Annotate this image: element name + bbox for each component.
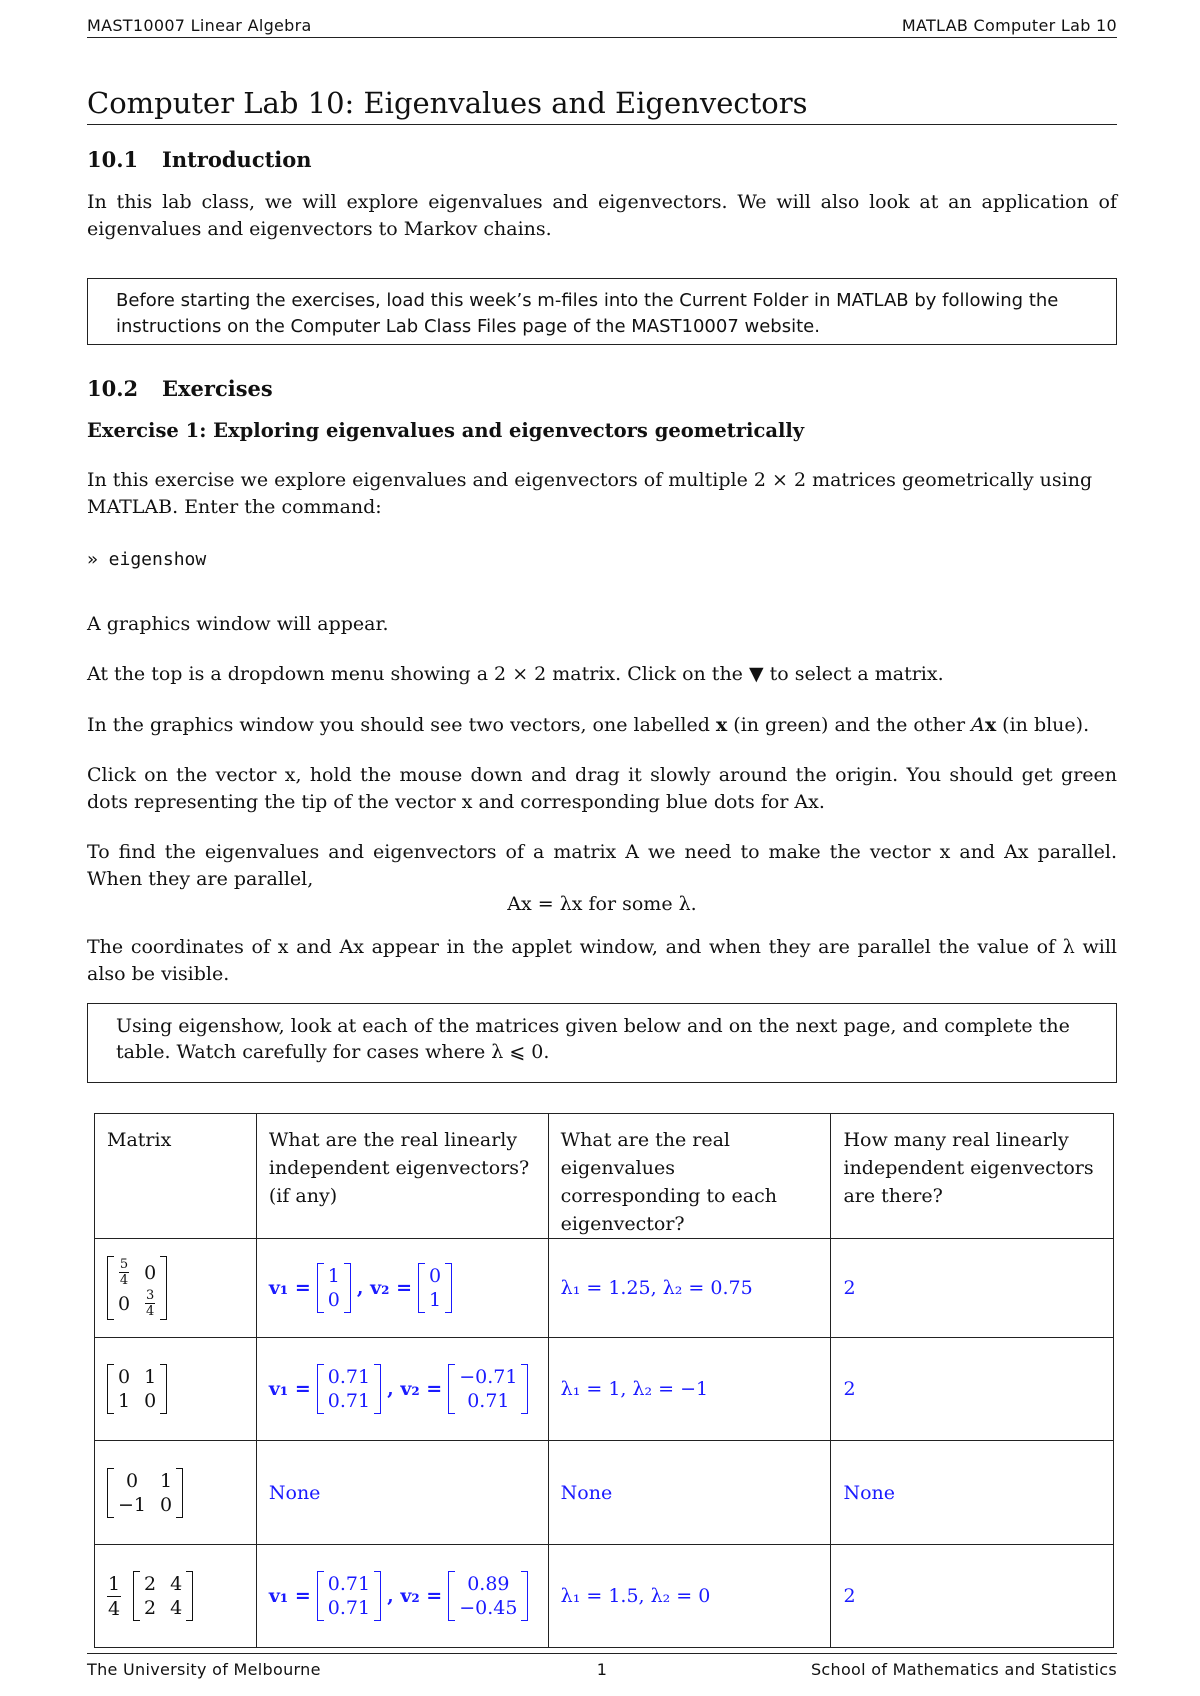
section-heading-exercises: 10.2 Exercises bbox=[87, 376, 273, 401]
footer-university: The University of Melbourne bbox=[87, 1660, 321, 1679]
footer-rule bbox=[87, 1653, 1117, 1654]
header-eigenvalues: What are the real eigenvalues corresponding to each eigenvector? bbox=[548, 1114, 831, 1239]
count-cell: None bbox=[831, 1441, 1114, 1545]
eigen-table bbox=[94, 1113, 1114, 1648]
matlab-command: » eigenshow bbox=[87, 549, 207, 570]
eigenvector-cell: v₁ = 0.71 0.71 , v₂ = −0.71 0.71 bbox=[256, 1338, 548, 1441]
header-course: MAST10007 Linear Algebra bbox=[87, 16, 312, 35]
count-cell: 2 bbox=[831, 1338, 1114, 1441]
paragraph-drag: Click on the vector x, hold the mouse down and drag it slowly around the origin. You should get green dots representing the tip of the vector x and corresponding blue dots for Ax. bbox=[87, 764, 1117, 813]
footer-school: School of Mathematics and Statistics bbox=[810, 1660, 1117, 1679]
count-cell: 2 bbox=[831, 1545, 1114, 1648]
matrix-cell bbox=[95, 1441, 257, 1545]
matrix: 0 1 −1 0 bbox=[107, 1468, 183, 1518]
eigenvalue-cell: λ₁ = 1.5, λ₂ = 0 bbox=[548, 1545, 831, 1648]
section-heading-introduction: 10.1 Introduction bbox=[87, 147, 312, 172]
table-row bbox=[95, 1239, 1114, 1338]
setup-note-box: Before starting the exercises, load this week’s m-files into the Current Folder in MATLAB by following the instructions on the Computer Lab Class Files page of the MAST10007 website. bbox=[87, 278, 1117, 345]
paragraph-vectors: In the graphics window you should see two vectors, one labelled x (in green) and the other Ax (in blue). bbox=[87, 714, 1090, 736]
header-lab: MATLAB Computer Lab 10 bbox=[901, 16, 1117, 35]
matrix-cell bbox=[95, 1239, 257, 1338]
header-matrix: Matrix bbox=[95, 1114, 257, 1239]
eigen-equation: Ax = λx for some λ. bbox=[507, 893, 697, 915]
eigenvector-cell: None bbox=[256, 1441, 548, 1545]
header-eigenvectors: What are the real linearly independent eigenvectors? (if any) bbox=[256, 1114, 548, 1239]
matrix: $\frac{5}{4}$ 0 0 $\frac{3}{4}$ bbox=[107, 1256, 167, 1320]
intro-paragraph: In this lab class, we will explore eigenvalues and eigenvectors. We will also look at an application of eigenvalues and eigenvectors to Markov chains. bbox=[87, 191, 1117, 240]
table-row bbox=[95, 1338, 1114, 1441]
matrix-entry: $\frac{3}{4}$ bbox=[146, 1288, 155, 1319]
matrix-cell bbox=[95, 1338, 257, 1441]
header-rule bbox=[87, 37, 1117, 38]
table-header-row bbox=[95, 1114, 1114, 1239]
exercise-1-heading: Exercise 1: Exploring eigenvalues and eigenvectors geometrically bbox=[87, 419, 805, 442]
header-count: How many real linearly independent eigenvectors are there? bbox=[831, 1114, 1114, 1239]
matrix-entry: $\frac{5}{4}$ bbox=[119, 1257, 129, 1288]
matrix-cell bbox=[95, 1545, 257, 1648]
task-box: Using eigenshow, look at each of the matrices given below and on the next page, and complete the table. Watch carefully for cases where λ ⩽ 0. bbox=[87, 1003, 1117, 1083]
eigenvalue-cell: None bbox=[548, 1441, 831, 1545]
title-rule bbox=[87, 124, 1117, 125]
eigenvalue-cell: λ₁ = 1, λ₂ = −1 bbox=[548, 1338, 831, 1441]
page-title: Computer Lab 10: Eigenvalues and Eigenvectors bbox=[87, 86, 808, 120]
matrix: 2 4 2 4 bbox=[133, 1571, 193, 1621]
paragraph-parallel: To find the eigenvalues and eigenvectors of a matrix A we need to make the vector x and Ax parallel. When they are parallel, bbox=[87, 841, 1117, 890]
page-number: 1 bbox=[596, 1660, 608, 1679]
matrix: 0 1 1 0 bbox=[107, 1364, 167, 1414]
count-cell: 2 bbox=[831, 1239, 1114, 1338]
running-header bbox=[87, 16, 1117, 35]
scale-fraction: $\frac{1}{4}$ bbox=[107, 1572, 121, 1620]
table-row bbox=[95, 1441, 1114, 1545]
exercise-1-intro: In this exercise we explore eigenvalues and eigenvectors of multiple 2 × 2 matrices geometrically using MATLAB. Enter the command: bbox=[87, 469, 1093, 518]
eigenvector-cell: v₁ = 1 0 , v₂ = 0 1 bbox=[256, 1239, 548, 1338]
running-footer bbox=[87, 1660, 1117, 1679]
eigenvalue-cell: λ₁ = 1.25, λ₂ = 0.75 bbox=[548, 1239, 831, 1338]
paragraph-coordinates: The coordinates of x and Ax appear in the applet window, and when they are parallel the value of λ will also be visible. bbox=[87, 936, 1117, 985]
eigenvector-cell: v₁ = 0.71 0.71 , v₂ = 0.89 −0.45 bbox=[256, 1545, 548, 1648]
paragraph-graphics-window: A graphics window will appear. bbox=[87, 613, 389, 635]
table-row bbox=[95, 1545, 1114, 1648]
paragraph-dropdown: At the top is a dropdown menu showing a 2 × 2 matrix. Click on the ▼ to select a matrix. bbox=[87, 663, 944, 685]
